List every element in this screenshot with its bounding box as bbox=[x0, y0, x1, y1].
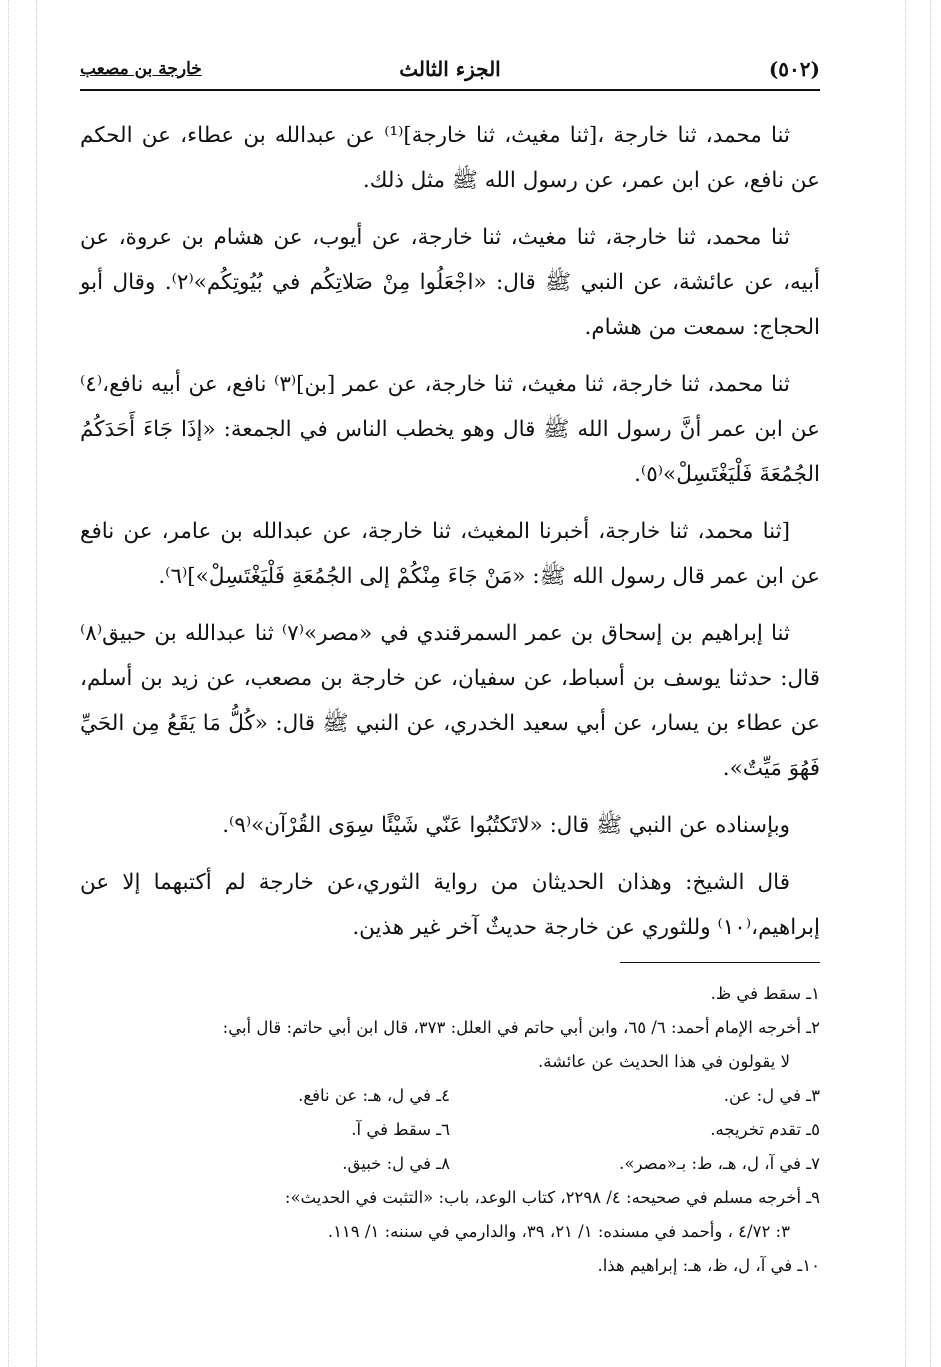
footnote: ١٠ـ في آ، ل، ظ، هـ: إبراهيم هذا. bbox=[597, 1256, 820, 1275]
footnote: ٩ـ أخرجه مسلم في صحيحه: ٤/ ٢٢٩٨، كتاب الوعد، باب: «التثبت في الحديث»: bbox=[284, 1188, 820, 1207]
footnote-continuation: لا يقولون في هذا الحديث عن عائشة. bbox=[538, 1052, 790, 1071]
paragraph: ثنا محمد، ثنا خارجة، ثنا مغيث، ثنا خارجة، عن عمر [بن]⁽٣⁾ نافع، عن أبيه نافع،⁽٤⁾ عن ابن عمر أنَّ رسول الله ﷺ قال وهو يخطب الناس في الجمعة: «إذَا جَاءَ أَحَدَكُمُ الجُمُعَةَ فَلْيَغْتَسِلْ»⁽٥⁾. bbox=[80, 372, 820, 487]
main-text bbox=[80, 113, 820, 950]
footnote: ٢ـ أخرجه الإمام أحمد: ٦/ ٦٥، وابن أبي حاتم في العلل: ٣٧٣، قال ابن أبي حاتم: قال أبي: bbox=[222, 1018, 820, 1037]
dotted-guide bbox=[905, 0, 906, 1367]
paragraph: ثنا إبراهيم بن إسحاق بن عمر السمرقندي في «مصر»⁽٧⁾ ثنا عبدالله بن حبيق⁽٨⁾قال: حدثنا يوسف بن أسباط، عن سفيان، عن خارجة بن مصعب، عن زيد بن أسلم، عن عطاء بن يسار، عن أبي سعيد الخدري، عن النبي ﷺ قال: «كُلُّ مَا يَقَعُ مِن الحَيِّ فَهُوَ مَيِّتٌ». bbox=[80, 621, 820, 781]
paragraph: [ثنا محمد، ثنا خارجة، أخبرنا المغيث، ثنا خارجة، عن عبدالله بن عامر، عن نافع عن ابن عمر قال رسول الله ﷺ: «مَنْ جَاءَ مِنْكُمْ إلى الجُمُعَةِ فَلْيَغْتَسِلْ»]⁽٦⁾. bbox=[80, 519, 820, 589]
dotted-guide bbox=[36, 0, 37, 1367]
dotted-guide bbox=[8, 0, 9, 1367]
footnote-divider bbox=[620, 962, 820, 963]
footnote: ٤ـ في ل، هـ: عن نافع. bbox=[298, 1086, 450, 1105]
footnote: ٥ـ تقدم تخريجه. bbox=[710, 1120, 820, 1139]
paragraph: ثنا محمد، ثنا خارجة ،[ثنا مغيث، ثنا خارجة]⁽¹⁾ عن عبدالله بن عطاء، عن الحكم عن نافع، عن ابن عمر، عن رسول الله ﷺ مثل ذلك. bbox=[80, 123, 820, 193]
footnote: ٨ـ في ل: خبيق. bbox=[342, 1154, 450, 1173]
footnote-continuation: ٣: ٤/٧٢ ، وأحمد في مسنده: ١/ ٢١، ٣٩، والدارمي في سننه: ١/ ١١٩. bbox=[327, 1222, 790, 1241]
book-page bbox=[80, 55, 820, 1283]
footnote: ٣ـ في ل: عن. bbox=[723, 1086, 820, 1105]
paragraph: وبإسناده عن النبي ﷺ قال: «لاتَكتُبُوا عَنّي شَيْئًا سِوَى القُرْآن»⁽٩⁾. bbox=[222, 813, 790, 838]
footnote: ٧ـ في آ، ل، هـ، ط: بـ«مصر». bbox=[619, 1154, 820, 1173]
running-title: خارجة بن مصعب bbox=[80, 59, 202, 79]
dotted-guide bbox=[930, 0, 931, 1367]
page-header bbox=[80, 55, 820, 91]
part-title: الجزء الثالث bbox=[399, 57, 501, 81]
paragraph: ثنا محمد، ثنا خارجة، ثنا مغيث، ثنا خارجة، عن أيوب، عن هشام بن عروة، عن أبيه، عن عائشة، عن النبي ﷺ قال: «اجْعَلُوا مِنْ صَلاتِكُم في بُيُوتِكُم»⁽٢⁾. وقال أبو الحجاج: سمعت من هشام. bbox=[80, 225, 820, 340]
footnote-row bbox=[80, 1113, 820, 1147]
footnote-row bbox=[80, 1079, 820, 1113]
footnote: ١ـ سقط في ظ. bbox=[710, 984, 820, 1003]
page-number: (٥٠٢) bbox=[768, 57, 820, 81]
footnote-row bbox=[80, 1147, 820, 1181]
footnotes bbox=[80, 977, 820, 1283]
footnote: ٦ـ سقط في آ. bbox=[351, 1120, 450, 1139]
paragraph: قال الشيخ: وهذان الحديثان من رواية الثوري،عن خارجة لم أكتبهما إلا عن إبراهيم،⁽١٠⁾ وللثوري عن خارجة حديثٌ آخر غير هذين. bbox=[80, 870, 820, 940]
